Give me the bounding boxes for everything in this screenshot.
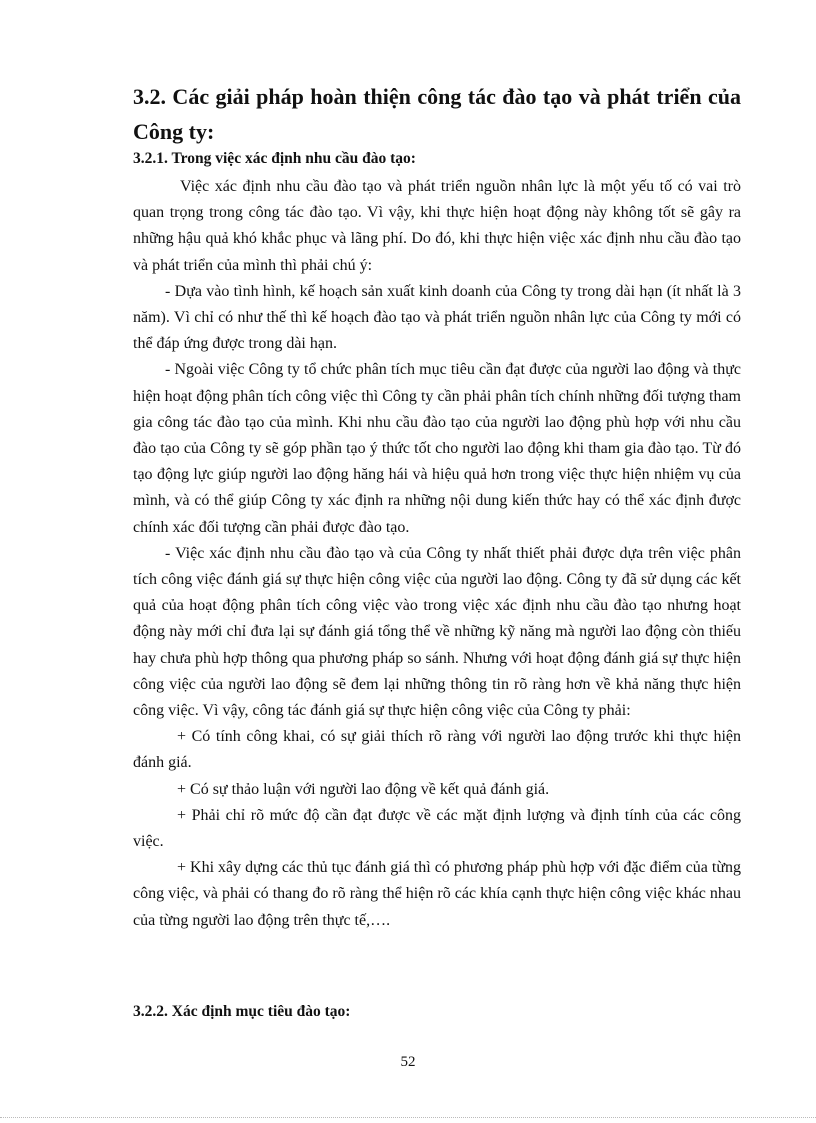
paragraph: Việc xác định nhu cầu đào tạo và phát triển nguồn nhân lực là một yếu tố có vai trò quan trọng trong công tác đào tạo. Vì vậy, khi thực hiện hoạt động này không tốt sẽ gây ra những hậu quả khó khắc phục và lãng phí. Do đó, khi thực hiện việc xác định nhu cầu đào tạo và phát triển của mình thì phải chú ý: xyxy=(133,178,741,274)
paragraph: - Ngoài việc Công ty tổ chức phân tích mục tiêu cần đạt được của người lao động và thực hiện hoạt động phân tích công việc thì Công ty cần phải phân tích chính những đối tượng tham gia công tác đào tạo của mình. Khi nhu cầu đào tạo của người lao động phù hợp với nhu cầu đào tạo của Công ty sẽ góp phần tạo ý thức tốt cho người lao động khi tham gia đào tạo. Từ đó tạo động lực giúp người lao động hăng hái và hiệu quả hơn trong việc thực hiện nhiệm vụ của mình, và có thể giúp Công ty xác định ra những nội dung kiến thức hay có thể xác định được chính xác đối tượng cần phải được đào tạo. xyxy=(133,361,741,536)
section-heading: 3.2. Các giải pháp hoàn thiện công tác đào tạo và phát triển của Công ty: xyxy=(133,84,741,144)
body-text xyxy=(133,174,741,934)
subsection-heading-2: 3.2.2. Xác định mục tiêu đào tạo: xyxy=(133,1003,351,1020)
bullet-item: + Có sự thảo luận với người lao động về kết quả đánh giá. xyxy=(177,780,550,798)
bullet-item: + Phải chỉ rõ mức độ cần đạt được về các mặt định lượng và định tính của các công việc. xyxy=(133,806,741,851)
footer-divider xyxy=(0,1117,816,1118)
subsection-heading-1: 3.2.1. Trong việc xác định nhu cầu đào tạo: xyxy=(133,150,416,167)
bullet-item: + Khi xây dựng các thủ tục đánh giá thì có phương pháp phù hợp với đặc điểm của từng công việc, và phải có thang đo rõ ràng thể hiện rõ các khía cạnh thực hiện công việc khác nhau của từng người lao động trên thực tế,…. xyxy=(133,859,741,929)
paragraph: - Việc xác định nhu cầu đào tạo và của Công ty nhất thiết phải được dựa trên việc phân tích công việc đánh giá sự thực hiện công việc của người lao động. Công ty đã sử dụng các kết quả của hoạt động phân tích công việc vào trong việc xác định nhu cầu đào tạo nhưng hoạt động này mới chỉ đưa lại sự đánh giá tổng thể về những kỹ năng mà người lao động còn thiếu hay chưa phù hợp thông qua phương pháp so sánh. Nhưng với hoạt động đánh giá sự thực hiện công việc của người lao động sẽ đem lại những thông tin rõ ràng hơn về khả năng thực hiện công việc. Vì vậy, công tác đánh giá sự thực hiện công việc của Công ty phải: xyxy=(133,544,741,720)
page-number: 52 xyxy=(400,1054,416,1070)
paragraph: - Dựa vào tình hình, kế hoạch sản xuất kinh doanh của Công ty trong dài hạn (ít nhất là 3 năm). Vì chỉ có như thế thì kế hoạch đào tạo và phát triển nguồn nhân lực của Công ty mới có thể đáp ứng được trong dài hạn. xyxy=(133,282,741,353)
bullet-item: + Có tính công khai, có sự giải thích rõ ràng với người lao động trước khi thực hiện đánh giá. xyxy=(133,728,741,772)
